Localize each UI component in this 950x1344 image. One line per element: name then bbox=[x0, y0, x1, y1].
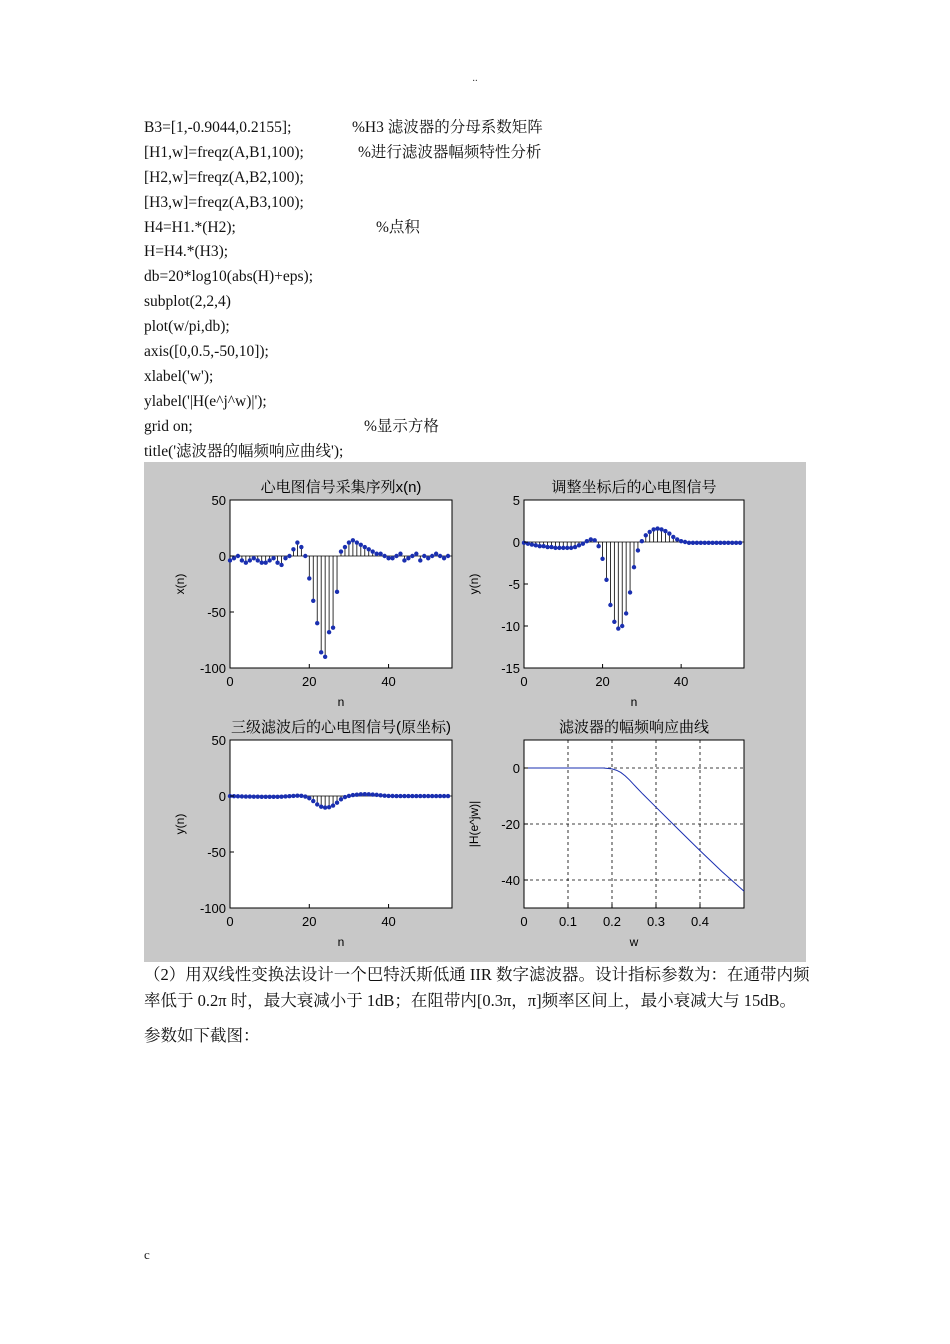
y-tick-label: -40 bbox=[501, 873, 520, 888]
code-statement: axis([0,0.5,-50,10]); bbox=[144, 343, 269, 361]
stem-marker bbox=[367, 547, 371, 551]
stem-marker bbox=[402, 794, 406, 798]
x-tick-label: 40 bbox=[381, 674, 396, 689]
stem-marker bbox=[279, 794, 283, 798]
stem-marker bbox=[538, 544, 542, 548]
stem-marker bbox=[267, 795, 271, 799]
code-statement: B3=[1,-0.9044,0.2155]; bbox=[144, 119, 292, 136]
stem-marker bbox=[522, 541, 526, 545]
stem-marker bbox=[703, 541, 707, 545]
x-axis-label: n bbox=[630, 695, 638, 709]
stem-marker bbox=[406, 794, 410, 798]
stem-marker bbox=[734, 541, 738, 545]
stem-marker bbox=[659, 527, 663, 531]
stem-marker bbox=[667, 531, 671, 535]
stem-marker bbox=[355, 540, 359, 544]
stem-marker bbox=[347, 794, 351, 798]
y-axis-label: y(n) bbox=[173, 813, 187, 835]
stem-marker bbox=[604, 578, 608, 582]
stem-marker bbox=[410, 554, 414, 558]
stem-marker bbox=[695, 541, 699, 545]
chart-title: 调整坐标后的心电图信号 bbox=[551, 479, 717, 496]
stem-marker bbox=[726, 541, 730, 545]
stem-marker bbox=[374, 793, 378, 797]
stem-marker bbox=[311, 599, 315, 603]
stem-marker bbox=[283, 794, 287, 798]
x-tick-label: 0 bbox=[520, 674, 528, 689]
code-line bbox=[144, 415, 644, 440]
stem-marker bbox=[252, 794, 256, 798]
x-tick-label: 0 bbox=[520, 914, 528, 929]
stem-marker bbox=[600, 557, 604, 561]
code-line bbox=[144, 191, 644, 216]
y-tick-label: 5 bbox=[512, 493, 520, 508]
stem-marker bbox=[311, 799, 315, 803]
code-line bbox=[144, 141, 644, 166]
code-statement: [H2,w]=freqz(A,B2,100); bbox=[144, 168, 304, 186]
y-tick-label: 0 bbox=[218, 789, 226, 804]
chart-title: 滤波器的幅频响应曲线 bbox=[558, 719, 710, 736]
code-statement: [H1,w]=freqz(A,B1,100); bbox=[144, 143, 304, 161]
stem-marker bbox=[323, 655, 327, 659]
stem-marker bbox=[315, 802, 319, 806]
stem-marker bbox=[339, 797, 343, 801]
x-tick-label: 0.4 bbox=[690, 914, 710, 929]
code-comment: %显示方格 bbox=[364, 417, 439, 435]
stem-marker bbox=[363, 792, 367, 796]
plot-area bbox=[230, 740, 452, 908]
stem-marker bbox=[628, 590, 632, 594]
stem-marker bbox=[244, 794, 248, 798]
y-axis-label: |H(e^jw)| bbox=[467, 800, 481, 848]
stem-marker bbox=[279, 563, 283, 567]
stem-marker bbox=[434, 794, 438, 798]
stem-marker bbox=[675, 537, 679, 541]
design-spec-paragraph: （2）用双线性变换法设计一个巴特沃斯低通 IIR 数字滤波器。设计指标参数为：在通带内频率低于 0.2π 时，最大衰减小于 1dB；在阻带内[0.3π，π]频率区间上，最小衰减大与 15dB。 bbox=[144, 965, 810, 1010]
stem-marker bbox=[394, 794, 398, 798]
stem-marker bbox=[378, 552, 382, 556]
code-statement: H=H4.*(H3); bbox=[144, 243, 229, 261]
stem-marker bbox=[442, 794, 446, 798]
code-statement: db=20*log10(abs(H)+eps); bbox=[144, 268, 314, 286]
stem-marker bbox=[240, 794, 244, 798]
stem-marker bbox=[263, 561, 267, 565]
stem-marker bbox=[699, 541, 703, 545]
stem-marker bbox=[651, 527, 655, 531]
stem-marker bbox=[299, 545, 303, 549]
x-tick-label: 20 bbox=[302, 914, 317, 929]
stem-marker bbox=[307, 576, 311, 580]
stem-marker bbox=[351, 538, 355, 542]
stem-marker bbox=[303, 794, 307, 798]
stem-marker bbox=[371, 549, 375, 553]
stem-marker bbox=[414, 794, 418, 798]
stem-marker bbox=[339, 549, 343, 553]
stem-marker bbox=[608, 603, 612, 607]
chart-title: 三级滤波后的心电图信号(原坐标) bbox=[231, 719, 451, 736]
code-statement: grid on; bbox=[144, 417, 193, 435]
stem-marker bbox=[655, 526, 659, 530]
y-tick-label: 50 bbox=[211, 493, 226, 508]
stem-marker bbox=[256, 794, 260, 798]
stem-marker bbox=[438, 794, 442, 798]
stem-marker bbox=[252, 556, 256, 560]
stem-marker bbox=[714, 541, 718, 545]
figure-window bbox=[144, 462, 806, 962]
y-tick-label: -100 bbox=[199, 901, 226, 916]
stem-marker bbox=[549, 545, 553, 549]
stem-marker bbox=[382, 554, 386, 558]
stem-marker bbox=[248, 558, 252, 562]
stem-marker bbox=[307, 796, 311, 800]
code-line bbox=[144, 116, 644, 141]
code-listing bbox=[144, 116, 644, 464]
stem-marker bbox=[442, 556, 446, 560]
stem-marker bbox=[422, 794, 426, 798]
code-line bbox=[144, 365, 644, 390]
stem-marker bbox=[398, 794, 402, 798]
stem-marker bbox=[343, 545, 347, 549]
stem-marker bbox=[236, 554, 240, 558]
stem-marker bbox=[683, 540, 687, 544]
x-axis-label: n bbox=[337, 935, 345, 949]
stem-marker bbox=[236, 794, 240, 798]
stem-marker bbox=[530, 542, 534, 546]
stem-marker bbox=[323, 805, 327, 809]
y-tick-label: 0 bbox=[512, 761, 520, 776]
stem-marker bbox=[327, 630, 331, 634]
stem-marker bbox=[367, 792, 371, 796]
stem-marker bbox=[374, 552, 378, 556]
stem-marker bbox=[438, 554, 442, 558]
code-comment: %H3 滤波器的分母系数矩阵 bbox=[352, 119, 543, 136]
stem-marker bbox=[248, 794, 252, 798]
stem-marker bbox=[394, 554, 398, 558]
stem-marker bbox=[541, 544, 545, 548]
y-tick-label: -5 bbox=[508, 577, 520, 592]
stem-marker bbox=[730, 541, 734, 545]
stem-marker bbox=[593, 538, 597, 542]
stem-marker bbox=[363, 545, 367, 549]
x-tick-label: 0 bbox=[226, 914, 234, 929]
x-tick-label: 0.2 bbox=[602, 914, 622, 929]
stem-marker bbox=[319, 650, 323, 654]
chart-title: 心电图信号采集序列x(n) bbox=[260, 479, 422, 496]
stem-marker bbox=[648, 530, 652, 534]
stem-marker bbox=[430, 794, 434, 798]
stem-marker bbox=[267, 558, 271, 562]
stem-marker bbox=[331, 625, 335, 629]
stem-marker bbox=[240, 558, 244, 562]
stem-marker bbox=[722, 541, 726, 545]
x-tick-label: 0 bbox=[226, 674, 234, 689]
x-tick-label: 40 bbox=[673, 674, 689, 689]
code-line bbox=[144, 240, 644, 265]
y-tick-label: -50 bbox=[207, 845, 226, 860]
stem-marker bbox=[359, 543, 363, 547]
stem-marker bbox=[343, 795, 347, 799]
stem-marker bbox=[271, 556, 275, 560]
stem-marker bbox=[351, 793, 355, 797]
stem-marker bbox=[295, 540, 299, 544]
y-tick-label: 0 bbox=[512, 535, 520, 550]
stem-marker bbox=[663, 529, 667, 533]
code-statement: xlabel('w'); bbox=[144, 367, 214, 385]
stem-marker bbox=[371, 792, 375, 796]
stem-marker bbox=[378, 793, 382, 797]
y-tick-label: 0 bbox=[218, 549, 226, 564]
stem-marker bbox=[283, 556, 287, 560]
stem-marker bbox=[390, 794, 394, 798]
stem-marker bbox=[335, 801, 339, 805]
code-line bbox=[144, 315, 644, 340]
stem-marker bbox=[382, 793, 386, 797]
stem-marker bbox=[434, 552, 438, 556]
stem-marker bbox=[406, 556, 410, 560]
stem-marker bbox=[620, 624, 624, 628]
stem-marker bbox=[260, 795, 264, 799]
stem-marker bbox=[710, 541, 714, 545]
stem-marker bbox=[553, 546, 557, 550]
stem-marker bbox=[565, 546, 569, 550]
stem-marker bbox=[291, 794, 295, 798]
stem-marker bbox=[426, 794, 430, 798]
code-statement: title('滤波器的幅频响应曲线'); bbox=[144, 442, 344, 460]
stem-marker bbox=[398, 552, 402, 556]
stem-marker bbox=[271, 795, 275, 799]
stem-marker bbox=[616, 626, 620, 630]
stem-marker bbox=[244, 561, 248, 565]
stem-marker bbox=[256, 558, 260, 562]
code-statement: [H3,w]=freqz(A,B3,100); bbox=[144, 193, 304, 211]
stem-marker bbox=[679, 539, 683, 543]
stem-marker bbox=[291, 547, 295, 551]
stem-marker bbox=[573, 545, 577, 549]
stem-marker bbox=[624, 611, 628, 615]
stem-marker bbox=[738, 541, 742, 545]
body-text bbox=[144, 962, 812, 1049]
stem-marker bbox=[275, 795, 279, 799]
stem-marker bbox=[355, 792, 359, 796]
stem-marker bbox=[581, 541, 585, 545]
y-axis-label: x(n) bbox=[173, 573, 187, 595]
stem-marker bbox=[718, 541, 722, 545]
screenshot-caption: 参数如下截图： bbox=[144, 1026, 260, 1045]
stem-marker bbox=[422, 554, 426, 558]
stem-marker bbox=[319, 804, 323, 808]
stem-marker bbox=[299, 794, 303, 798]
stem-marker bbox=[640, 539, 644, 543]
stem-marker bbox=[612, 620, 616, 624]
stem-marker bbox=[585, 539, 589, 543]
stem-marker bbox=[632, 565, 636, 569]
stem-marker bbox=[410, 794, 414, 798]
stem-marker bbox=[414, 552, 418, 556]
stem-marker bbox=[671, 535, 675, 539]
stem-marker bbox=[228, 558, 232, 562]
stem-marker bbox=[327, 805, 331, 809]
stem-marker bbox=[691, 541, 695, 545]
stem-marker bbox=[561, 546, 565, 550]
y-axis-label: y(n) bbox=[467, 573, 481, 595]
code-line bbox=[144, 440, 644, 465]
figure-canvas bbox=[144, 462, 806, 962]
stem-marker bbox=[557, 546, 561, 550]
stem-marker bbox=[386, 556, 390, 560]
stem-marker bbox=[287, 554, 291, 558]
stem-marker bbox=[569, 546, 573, 550]
stem-marker bbox=[331, 803, 335, 807]
stem-marker bbox=[260, 561, 264, 565]
page-header-mark: .. bbox=[472, 72, 478, 84]
stem-marker bbox=[275, 561, 279, 565]
stem-marker bbox=[644, 533, 648, 537]
y-tick-label: -100 bbox=[199, 661, 226, 676]
x-axis-label: w bbox=[629, 935, 639, 949]
stem-marker bbox=[636, 548, 640, 552]
plot-area bbox=[230, 500, 452, 668]
code-line bbox=[144, 166, 644, 191]
y-tick-label: -15 bbox=[501, 661, 520, 676]
stem-marker bbox=[335, 590, 339, 594]
stem-marker bbox=[446, 554, 450, 558]
y-tick-label: -50 bbox=[207, 605, 226, 620]
x-tick-label: 20 bbox=[302, 674, 317, 689]
code-line bbox=[144, 340, 644, 365]
stem-marker bbox=[418, 558, 422, 562]
stem-marker bbox=[263, 795, 267, 799]
code-line bbox=[144, 216, 644, 241]
stem-marker bbox=[706, 541, 710, 545]
page-footer-mark: c bbox=[144, 1247, 150, 1262]
code-line bbox=[144, 265, 644, 290]
code-statement: plot(w/pi,db); bbox=[144, 318, 230, 336]
x-tick-label: 20 bbox=[595, 674, 610, 689]
stem-marker bbox=[596, 544, 600, 548]
code-statement: ylabel('|H(e^j^w)|'); bbox=[144, 392, 267, 410]
code-line bbox=[144, 390, 644, 415]
x-tick-label: 40 bbox=[381, 914, 396, 929]
y-tick-label: 50 bbox=[211, 733, 226, 748]
stem-marker bbox=[402, 558, 406, 562]
stem-marker bbox=[687, 541, 691, 545]
code-line bbox=[144, 290, 644, 315]
stem-marker bbox=[426, 556, 430, 560]
stem-marker bbox=[577, 543, 581, 547]
x-tick-label: 0.3 bbox=[646, 914, 666, 929]
code-comment: %点积 bbox=[376, 218, 420, 236]
stem-marker bbox=[545, 545, 549, 549]
code-statement: subplot(2,2,4) bbox=[144, 293, 231, 311]
stem-marker bbox=[386, 794, 390, 798]
stem-marker bbox=[315, 621, 319, 625]
code-comment: %进行滤波器幅频特性分析 bbox=[358, 143, 542, 161]
stem-marker bbox=[359, 792, 363, 796]
y-tick-label: -20 bbox=[501, 817, 520, 832]
stem-marker bbox=[295, 793, 299, 797]
stem-marker bbox=[347, 540, 351, 544]
code-statement: H4=H1.*(H2); bbox=[144, 218, 236, 236]
stem-marker bbox=[303, 554, 307, 558]
x-axis-label: n bbox=[337, 695, 345, 709]
stem-marker bbox=[534, 543, 538, 547]
stem-marker bbox=[446, 794, 450, 798]
stem-marker bbox=[287, 794, 291, 798]
x-tick-label: 0.1 bbox=[558, 914, 578, 929]
stem-marker bbox=[589, 537, 593, 541]
stem-marker bbox=[418, 794, 422, 798]
stem-marker bbox=[390, 556, 394, 560]
stem-marker bbox=[232, 556, 236, 560]
plot-area bbox=[524, 500, 744, 668]
stem-marker bbox=[430, 554, 434, 558]
y-tick-label: -10 bbox=[501, 619, 520, 634]
